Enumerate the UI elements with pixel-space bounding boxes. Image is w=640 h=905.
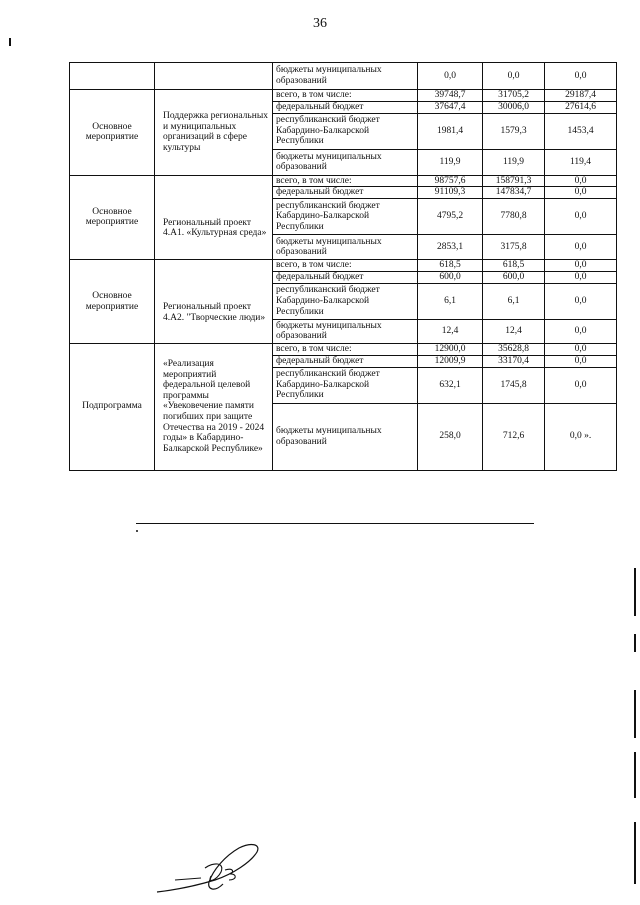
value-year-1: 12009,9	[418, 355, 483, 367]
funding-source: бюджеты муниципальных образований	[273, 235, 418, 260]
value-year-3: 0,0	[545, 199, 617, 235]
value-year-1: 119,9	[418, 149, 483, 175]
value-year-2: 12,4	[483, 319, 545, 343]
value-year-2: 3175,8	[483, 235, 545, 260]
value-year-3: 0,0	[545, 175, 617, 187]
value-year-3: 0,0	[545, 283, 617, 319]
value-year-2: 30006,0	[483, 101, 545, 113]
value-year-1: 91109,3	[418, 187, 483, 199]
value-year-1: 98757,6	[418, 175, 483, 187]
value-year-1: 6,1	[418, 283, 483, 319]
value-year-2: 1579,3	[483, 113, 545, 149]
value-year-2: 7780,8	[483, 199, 545, 235]
value-year-3: 0,0	[545, 260, 617, 272]
row-title	[155, 63, 273, 90]
handwritten-signature	[155, 840, 265, 898]
value-year-3: 119,4	[545, 149, 617, 175]
row-kind: Основное мероприятие	[70, 260, 155, 344]
value-year-1: 2853,1	[418, 235, 483, 260]
value-year-2: 158791,3	[483, 175, 545, 187]
footnote-rule	[136, 523, 534, 524]
value-year-3: 27614,6	[545, 101, 617, 113]
value-year-2: 33170,4	[483, 355, 545, 367]
table-row	[70, 343, 617, 355]
value-year-3: 1453,4	[545, 113, 617, 149]
funding-source: федеральный бюджет	[273, 355, 418, 367]
value-year-3: 0,0	[545, 271, 617, 283]
row-title: Поддержка региональных и муниципальных организаций в сфере культуры	[155, 90, 273, 176]
footnote-dot	[136, 530, 138, 532]
margin-mark	[9, 38, 11, 46]
funding-source: федеральный бюджет	[273, 271, 418, 283]
value-year-2: 618,5	[483, 260, 545, 272]
row-kind: Основное мероприятие	[70, 175, 155, 260]
row-kind: Основное мероприятие	[70, 90, 155, 176]
value-year-2: 147834,7	[483, 187, 545, 199]
margin-mark	[634, 822, 636, 884]
value-year-2: 1745,8	[483, 367, 545, 403]
table-row	[70, 63, 617, 90]
value-year-3: 0,0	[545, 187, 617, 199]
margin-mark	[634, 634, 636, 652]
table-row	[70, 90, 617, 102]
value-year-1: 4795,2	[418, 199, 483, 235]
table-row	[70, 260, 617, 272]
value-year-1: 12900,0	[418, 343, 483, 355]
value-year-3: 29187,4	[545, 90, 617, 102]
value-year-1: 600,0	[418, 271, 483, 283]
row-kind: Подпрограмма	[70, 343, 155, 470]
value-year-3: 0,0	[545, 343, 617, 355]
row-title: «Реализация мероприятий федеральной целевой программы «Увековечение памяти погибших при защите Отечества на 2019 - 2024 годы» в Кабардино-Балкарской Республике»	[155, 343, 273, 470]
funding-source: бюджеты муниципальных образований	[273, 319, 418, 343]
budget-table	[69, 62, 617, 471]
funding-source: республиканский бюджет Кабардино-Балкарской Республики	[273, 283, 418, 319]
funding-source: республиканский бюджет Кабардино-Балкарской Республики	[273, 113, 418, 149]
value-year-3: 0,0	[545, 235, 617, 260]
value-year-2: 6,1	[483, 283, 545, 319]
value-year-3: 0,0 ».	[545, 403, 617, 470]
value-year-1: 0,0	[418, 63, 483, 90]
value-year-2: 0,0	[483, 63, 545, 90]
value-year-2: 712,6	[483, 403, 545, 470]
row-title: Региональный проект 4.А2. "Творческие люди»	[155, 260, 273, 344]
value-year-2: 31705,2	[483, 90, 545, 102]
value-year-2: 119,9	[483, 149, 545, 175]
funding-source: всего, в том числе:	[273, 90, 418, 102]
value-year-1: 37647,4	[418, 101, 483, 113]
funding-source: федеральный бюджет	[273, 101, 418, 113]
margin-mark	[634, 690, 636, 738]
value-year-2: 35628,8	[483, 343, 545, 355]
value-year-3: 0,0	[545, 319, 617, 343]
funding-source: всего, в том числе:	[273, 343, 418, 355]
funding-source: всего, в том числе:	[273, 175, 418, 187]
funding-source: федеральный бюджет	[273, 187, 418, 199]
value-year-3: 0,0	[545, 63, 617, 90]
margin-mark	[634, 752, 636, 798]
funding-source: всего, в том числе:	[273, 260, 418, 272]
page-number: 36	[313, 16, 327, 31]
row-kind	[70, 63, 155, 90]
value-year-1: 12,4	[418, 319, 483, 343]
funding-source: бюджеты муниципальных образований	[273, 403, 418, 470]
funding-source: бюджеты муниципальных образований	[273, 63, 418, 90]
value-year-1: 1981,4	[418, 113, 483, 149]
funding-source: республиканский бюджет Кабардино-Балкарской Республики	[273, 367, 418, 403]
value-year-1: 632,1	[418, 367, 483, 403]
value-year-2: 600,0	[483, 271, 545, 283]
funding-source: бюджеты муниципальных образований	[273, 149, 418, 175]
value-year-1: 258,0	[418, 403, 483, 470]
table-row	[70, 175, 617, 187]
value-year-1: 39748,7	[418, 90, 483, 102]
margin-mark	[634, 568, 636, 616]
value-year-3: 0,0	[545, 367, 617, 403]
value-year-3: 0,0	[545, 355, 617, 367]
value-year-1: 618,5	[418, 260, 483, 272]
funding-source: республиканский бюджет Кабардино-Балкарской Республики	[273, 199, 418, 235]
row-title: Региональный проект 4.А1. «Культурная среда»	[155, 175, 273, 260]
